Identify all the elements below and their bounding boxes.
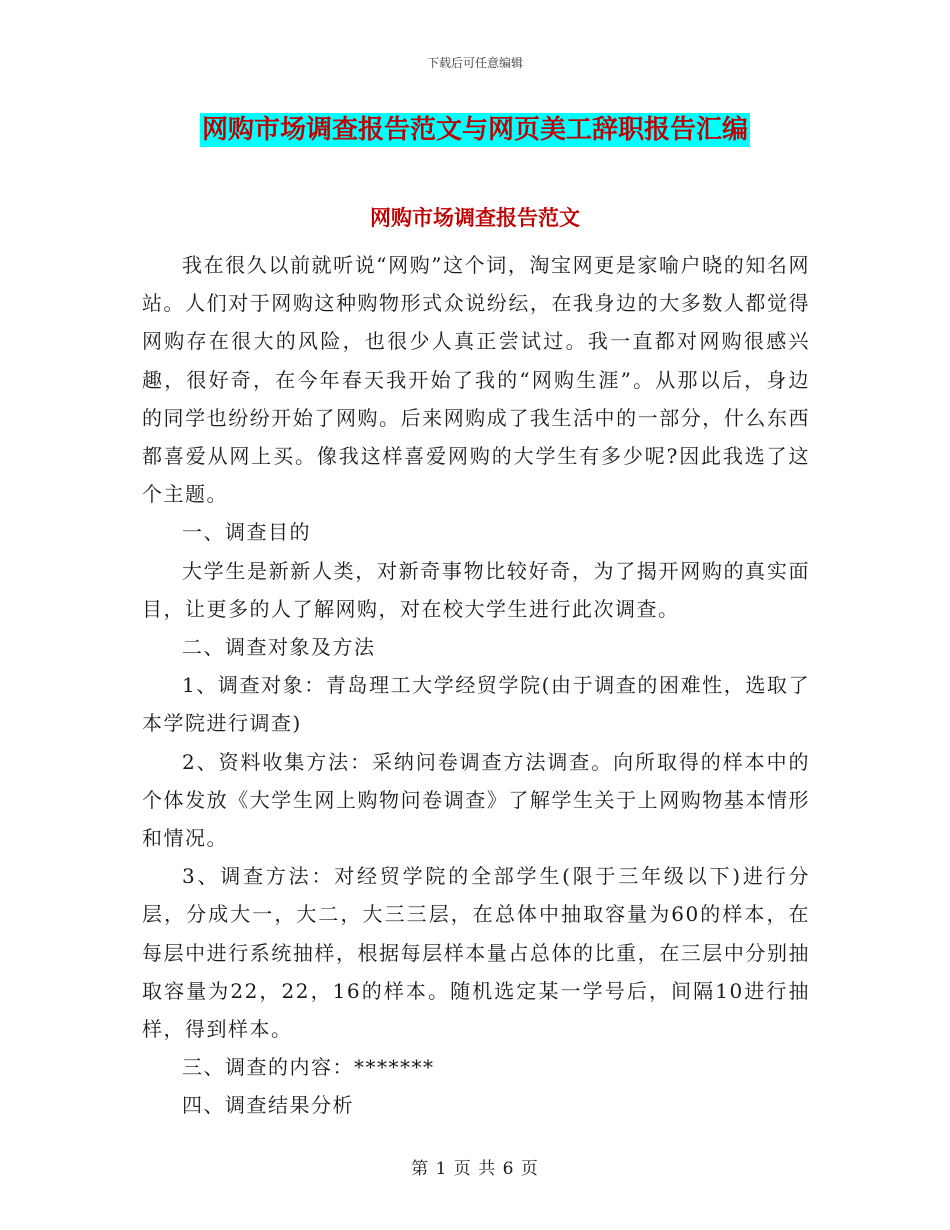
heading-subject-method: 二、调查对象及方法 [182, 635, 376, 660]
paragraph-method: 3、调查方法：对经贸学院的全部学生(限于三年级以下)进行分层，分成大一，大二，大三三层，在总体中抽取容量为60的样本，在每层中进行系统抽样，根据每层样本量占总体的比重，在三层中分别抽取容量为22，22，16的样本。随机选定某一学号后，间隔10进行抽样，得到样本。 [142, 864, 810, 1042]
document-body [142, 246, 810, 1125]
heading-content: 三、调查的内容：******* [182, 1055, 435, 1080]
page-footer: 第 1 页 共 6 页 [411, 1159, 539, 1179]
paragraph-subject: 1、调查对象：青岛理工大学经贸学院(由于调查的困难性，选取了本学院进行调查) [142, 673, 810, 736]
main-title-container [0, 113, 950, 147]
paragraph-purpose: 大学生是新新人类，对新奇事物比较好奇，为了揭开网购的真实面目，让更多的人了解网购，对在校大学生进行此次调查。 [142, 558, 810, 621]
paragraph-data-collection: 2、资料收集方法：采纳问卷调查方法调查。向所取得的样本中的个体发放《大学生网上购物问卷调查》了解学生关于上网购物基本情形和情况。 [142, 749, 810, 851]
main-title: 网购市场调查报告范文与网页美工辞职报告汇编 [201, 115, 748, 145]
section-title: 网购市场调查报告范文 [370, 206, 580, 230]
heading-purpose: 一、调查目的 [182, 520, 311, 545]
heading-results: 四、调查结果分析 [182, 1093, 354, 1118]
page-header-note: 下载后可任意编辑 [426, 56, 523, 70]
paragraph-intro: 我在很久以前就听说“网购”这个词，淘宝网更是家喻户晓的知名网站。人们对于网购这种购物形式众说纷纭，在我身边的大多数人都觉得网购存在很大的风险，也很少人真正尝试过。我一直都对网购很感兴趣，很好奇，在今年春天我开始了我的“网购生涯”。从那以后，身边的同学也纷纷开始了网购。后来网购成了我生活中的一部分，什么东西都喜爱从网上买。像我这样喜爱网购的大学生有多少呢?因此我选了这个主题。 [142, 253, 810, 507]
